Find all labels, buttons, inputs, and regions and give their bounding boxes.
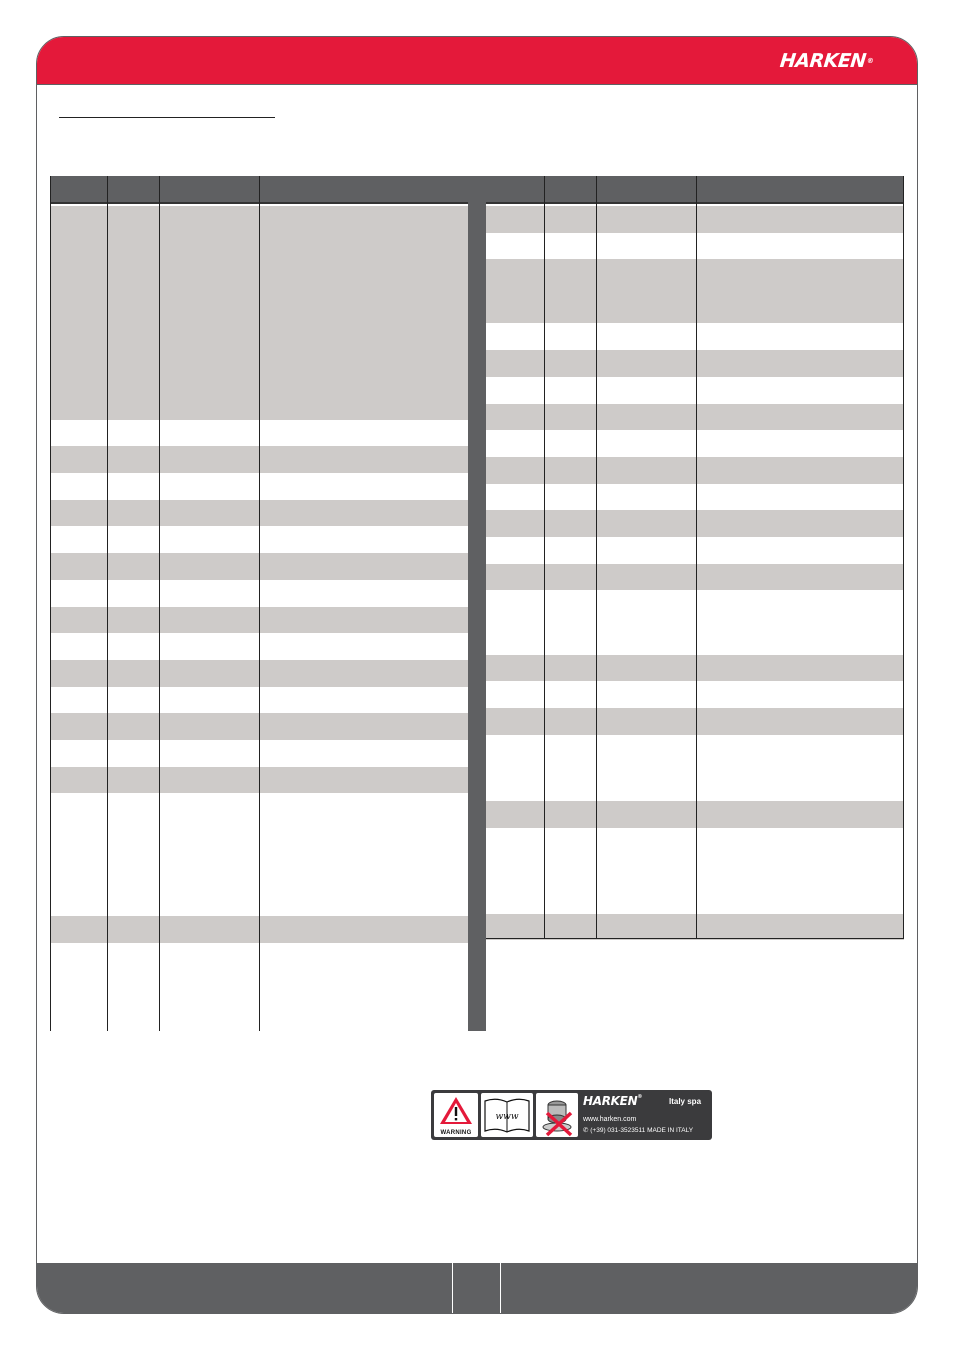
table-row bbox=[486, 801, 904, 828]
footer-separator bbox=[500, 1263, 501, 1313]
label-company: Italy spa bbox=[669, 1097, 702, 1106]
phone-icon: ✆ bbox=[583, 1127, 589, 1134]
column-rule bbox=[544, 176, 545, 939]
section-title-underline bbox=[59, 117, 275, 118]
column-rule bbox=[159, 176, 160, 1031]
table-row bbox=[486, 377, 904, 404]
table-divider bbox=[468, 176, 486, 1031]
label-brand: HARKEN® bbox=[583, 1094, 643, 1108]
table-row bbox=[486, 350, 904, 377]
table-row bbox=[486, 510, 904, 537]
header-bar bbox=[37, 37, 917, 85]
parts-table-right bbox=[486, 176, 904, 939]
table-row bbox=[486, 708, 904, 735]
table-row bbox=[486, 457, 904, 484]
parts-table-left bbox=[50, 176, 468, 1031]
table-row bbox=[486, 323, 904, 350]
table-row bbox=[486, 564, 904, 591]
warning-caption: WARNING bbox=[440, 1130, 472, 1136]
table-row bbox=[486, 233, 904, 260]
table-row bbox=[486, 590, 904, 654]
table-row bbox=[486, 537, 904, 564]
footer-bar bbox=[37, 1263, 917, 1313]
table-row bbox=[486, 914, 904, 941]
table-header bbox=[486, 176, 904, 204]
label-website: www.harken.com bbox=[583, 1116, 637, 1123]
column-rule bbox=[259, 176, 260, 1031]
no-lubricate-panel bbox=[536, 1093, 578, 1137]
column-rule bbox=[696, 176, 697, 939]
manual-panel bbox=[481, 1093, 533, 1137]
harken-logo: HARKEN® bbox=[778, 50, 874, 72]
table-row bbox=[486, 681, 904, 708]
footer-separator bbox=[452, 1263, 453, 1313]
table-row bbox=[486, 828, 904, 913]
table-row bbox=[486, 484, 904, 511]
column-rule bbox=[107, 176, 108, 1031]
table-row bbox=[486, 735, 904, 802]
table-row bbox=[486, 259, 904, 323]
label-contact bbox=[583, 1126, 693, 1134]
table-row bbox=[486, 655, 904, 682]
warning-triangle-icon bbox=[434, 1093, 478, 1127]
table-row bbox=[486, 430, 904, 457]
winch-crossed-icon bbox=[536, 1093, 578, 1137]
column-rule bbox=[903, 176, 904, 939]
warning-panel bbox=[434, 1093, 478, 1137]
table-row bbox=[486, 404, 904, 431]
label-contact-text: (+39) 031-3523511 MADE IN ITALY bbox=[590, 1127, 694, 1134]
manual-www-text: www bbox=[495, 1112, 519, 1122]
column-rule bbox=[50, 176, 51, 1031]
column-rule bbox=[596, 176, 597, 939]
warning-label bbox=[431, 1090, 712, 1140]
table-bottom-rule bbox=[486, 938, 904, 939]
table-row bbox=[486, 206, 904, 233]
manual-book-icon bbox=[481, 1093, 533, 1137]
